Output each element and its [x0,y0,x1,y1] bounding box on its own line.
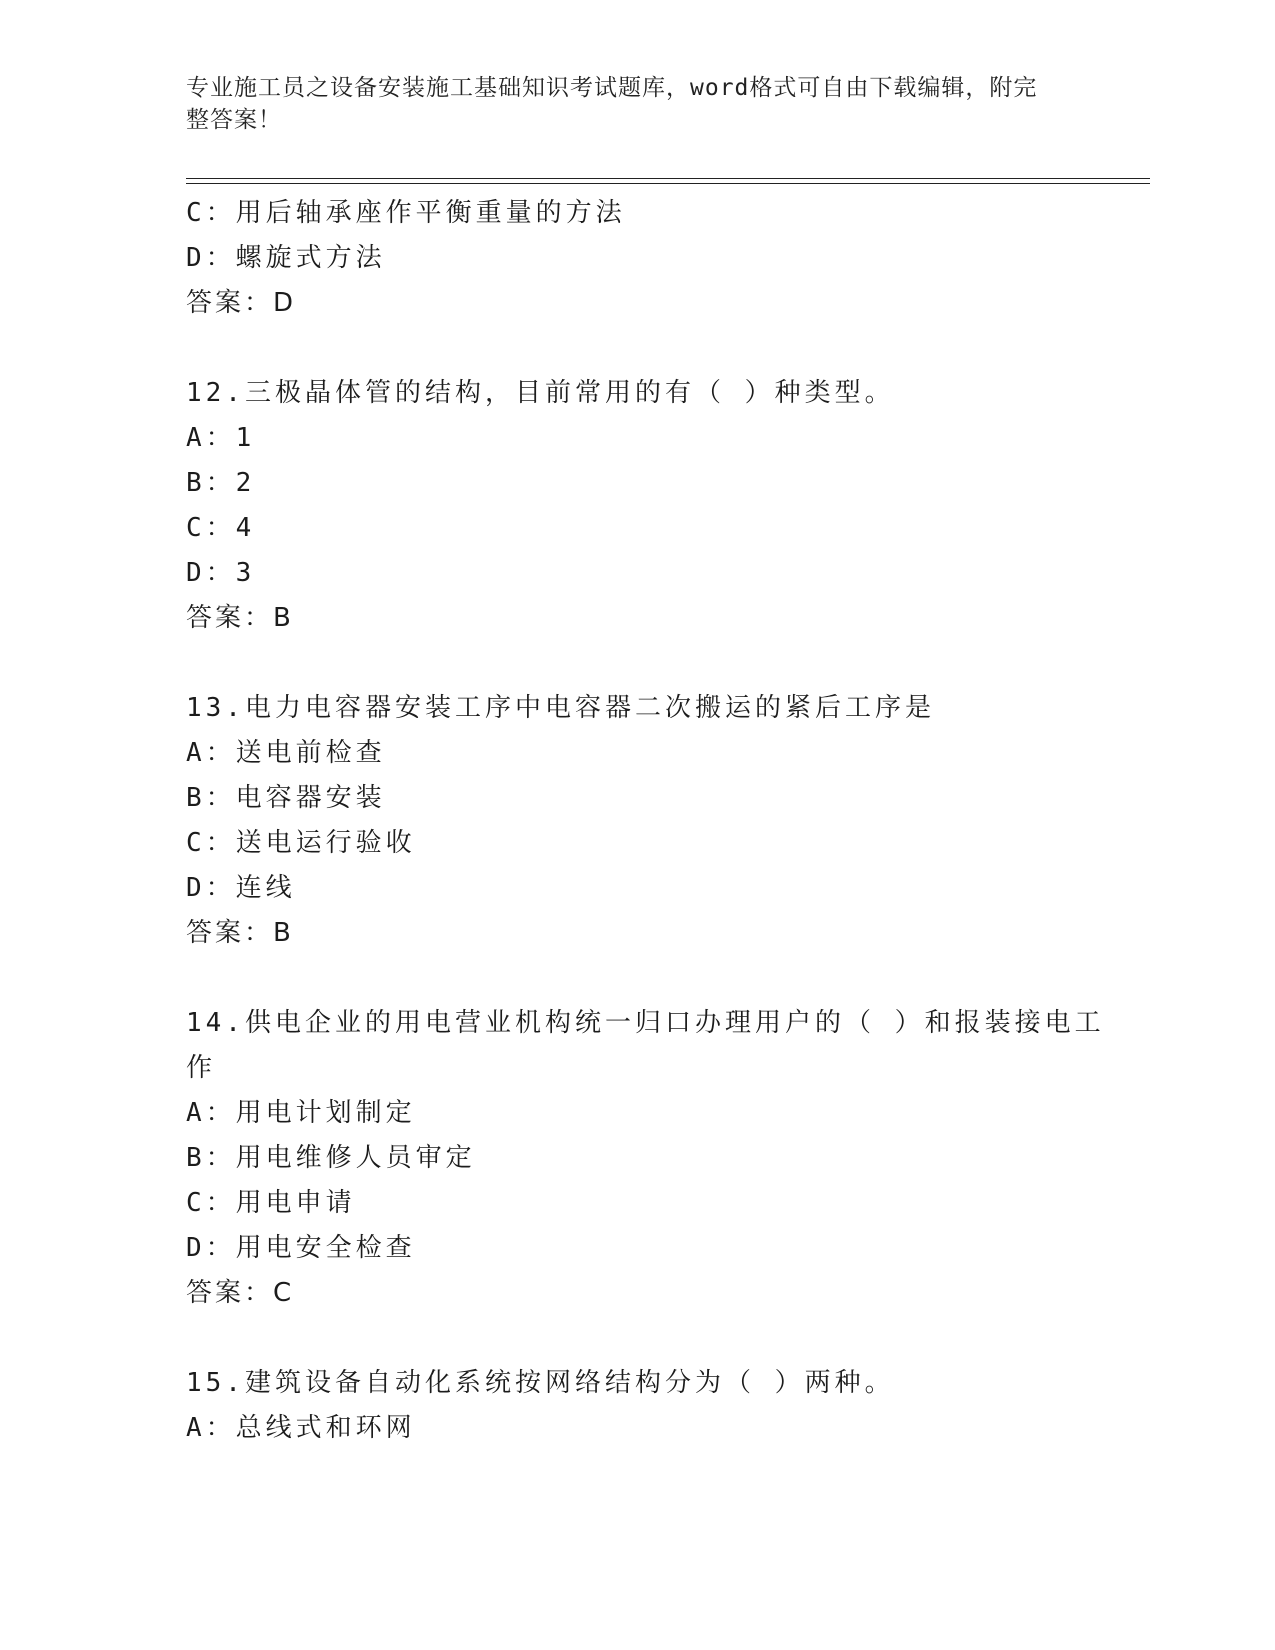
option-d: D：连线 [186,873,296,903]
option-d: D：用电安全检查 [186,1233,416,1263]
spacer [186,326,1066,371]
option-c: C：送电运行验收 [186,828,416,858]
option-d: D：3 [186,558,256,588]
option-d: D：螺旋式方法 [186,243,386,273]
answer-line: 答案：D [186,288,297,318]
option-a: A：1 [186,423,256,453]
answer-line: 答案：B [186,918,294,948]
question-block-13 [186,686,1066,956]
option-c: C：用后轴承座作平衡重量的方法 [186,198,626,228]
spacer [186,1316,1066,1361]
question-text-line-1: 14.供电企业的用电营业机构统一归口办理用户的（ ）和报装接电工 [186,1008,1105,1038]
question-text: 13.电力电容器安装工序中电容器二次搬运的紧后工序是 [186,693,935,723]
option-a: A：用电计划制定 [186,1098,416,1128]
header-divider-top [186,178,1150,179]
question-block-11-continued [186,191,1066,326]
option-b: B：2 [186,468,256,498]
question-text: 15.建筑设备自动化系统按网络结构分为（ ）两种。 [186,1368,895,1398]
document-header [186,72,1066,136]
option-c: C：4 [186,513,256,543]
question-text-line-2: 作 [186,1053,217,1083]
spacer [186,956,1066,1001]
spacer [186,641,1066,686]
question-block-15 [186,1361,1066,1451]
option-b: B：用电维修人员审定 [186,1143,476,1173]
header-divider-bottom [186,183,1150,184]
question-text: 12.三极晶体管的结构，目前常用的有（ ）种类型。 [186,378,895,408]
question-block-14 [186,1001,1105,1316]
answer-line: 答案：B [186,603,294,633]
answer-line: 答案：C [186,1278,295,1308]
header-line-1: 专业施工员之设备安装施工基础知识考试题库，word格式可自由下载编辑，附完 [186,75,1038,101]
option-a: A：送电前检查 [186,738,386,768]
header-line-2: 整答案！ [186,107,282,133]
question-list [186,191,1105,1451]
option-a: A：总线式和环网 [186,1413,416,1443]
option-b: B：电容器安装 [186,783,386,813]
question-block-12 [186,371,1066,641]
option-c: C：用电申请 [186,1188,356,1218]
